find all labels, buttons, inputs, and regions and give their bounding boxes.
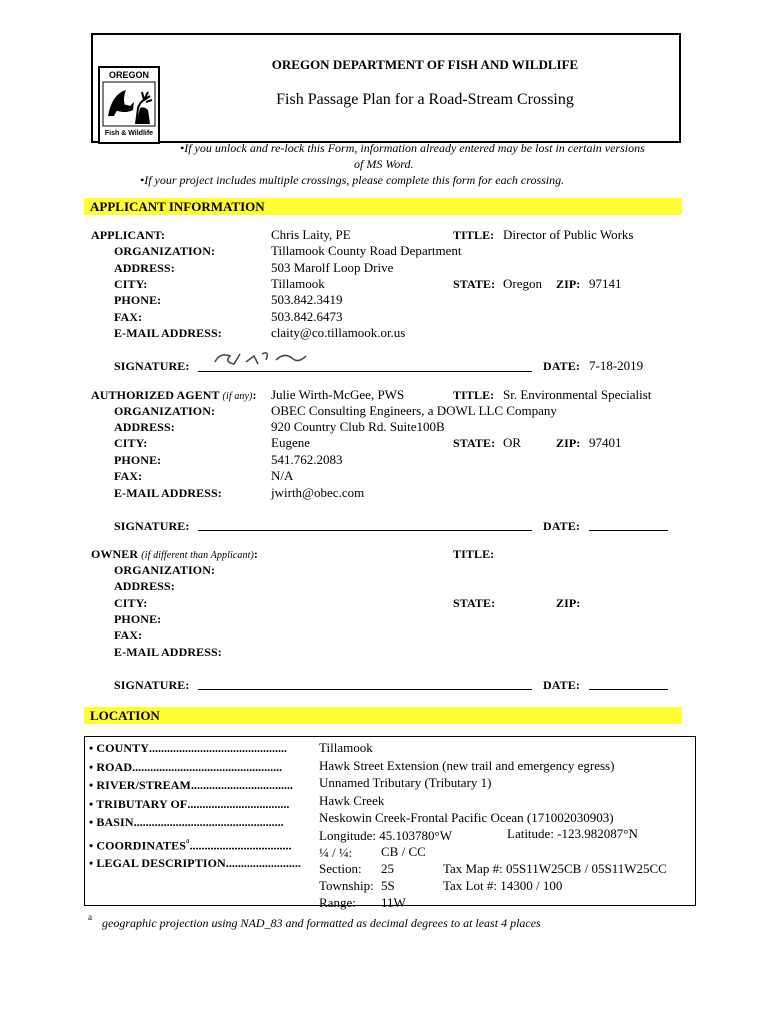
footnote-mark: a [88,912,92,922]
agent-title-label: TITLE: [453,388,495,402]
longitude-value[interactable]: Longitude: 45.103780°W [319,827,453,843]
organization-label: ORGANIZATION: [114,244,216,258]
applicant-signature-line[interactable] [198,371,532,372]
agent-zip-label: ZIP: [556,436,581,450]
stream-value[interactable]: Unnamed Tributary (Tributary 1) [319,775,492,790]
applicant-zip[interactable]: 97141 [589,276,622,291]
applicant-zip-label: ZIP: [556,277,581,291]
township-value[interactable]: 5S [381,878,395,893]
owner-phone-label: PHONE: [114,612,162,626]
owner-organization-label: ORGANIZATION: [114,563,216,577]
owner-state-label: STATE: [453,596,496,610]
tax-map-value[interactable]: Tax Map #: 05S11W25CB / 05S11W25CC [443,861,667,876]
applicant-city[interactable]: Tillamook [271,276,325,291]
agent-organization-label: ORGANIZATION: [114,404,216,418]
location-row-label: • TRIBUTARY OF.................................. [89,796,290,811]
tax-lot-value[interactable]: Tax Lot #: 14300 / 100 [443,878,563,893]
applicant-state-label: STATE: [453,277,496,291]
note-multiple: •If your project includes multiple crossings, please complete this form for each crossing. [140,173,565,187]
applicant-name[interactable]: Chris Laity, PE [271,227,351,242]
agent-address-label: ADDRESS: [114,420,175,434]
road-value[interactable]: Hawk Street Extension (new trail and emergency egress) [319,757,615,773]
agent-phone-label: PHONE: [114,453,162,467]
location-row-label: • BASIN.................................................. [89,815,284,829]
agent-email-label: E-MAIL ADDRESS: [114,486,222,500]
logo-bottom-text: Fish & Wildlife [104,130,154,137]
applicant-signature-label: SIGNATURE: [114,359,190,373]
applicant-address[interactable]: 503 Marolf Loop Drive [271,260,394,275]
location-row-label: • RIVER/STREAM.................................. [89,778,293,792]
agent-organization[interactable]: OBEC Consulting Engineers, a DOWL LLC Company [271,403,557,418]
address-label: ADDRESS: [114,261,175,275]
applicant-date[interactable]: 7-18-2019 [589,358,644,373]
range-value[interactable]: 11W [381,895,406,910]
agent-city-label: CITY: [114,436,148,450]
agent-signature-line[interactable] [198,530,532,531]
applicant-title[interactable]: Director of Public Works [503,227,634,242]
range-label: Range: [319,895,356,910]
applicant-state[interactable]: Oregon [503,276,542,291]
owner-date-line[interactable] [589,689,668,690]
basin-value[interactable]: Neskowin Creek-Frontal Pacific Ocean (171002030903) [319,810,614,825]
form-title: Fish Passage Plan for a Road-Stream Crossing [276,91,574,108]
owner-label: OWNER (if different than Applicant): [91,547,258,561]
applicant-fax[interactable]: 503.842.6473 [271,309,343,324]
header-box [91,33,681,143]
note-unlock: •If you unlock and re-lock this Form, information already entered may be lost in certain versions [180,141,645,155]
agent-zip[interactable]: 97401 [589,435,622,450]
agent-city[interactable]: Eugene [271,435,310,450]
township-label: Township: [319,878,374,893]
applicant-heading: APPLICANT INFORMATION [84,198,682,215]
applicant-title-label: TITLE: [453,228,495,242]
owner-date-label: DATE: [543,678,580,692]
applicant-email[interactable]: claity@co.tillamook.or.us [271,325,406,340]
applicant-label: APPLICANT: [91,228,166,242]
applicant-date-label: DATE: [543,359,580,373]
owner-city-label: CITY: [114,596,148,610]
footnote-text: geographic projection using NAD_83 and formatted as decimal degrees to at least 4 places [102,916,541,930]
location-row-label: • COORDINATES$^a$.................................. [89,835,292,852]
agent-fax[interactable]: N/A [271,468,294,483]
owner-signature-label: SIGNATURE: [114,678,190,692]
owner-email-label: E-MAIL ADDRESS: [114,645,222,659]
section-label: Section: [319,861,362,876]
agency-name: OREGON DEPARTMENT OF FISH AND WILDLIFE [271,57,579,72]
owner-zip-label: ZIP: [556,596,581,610]
agent-name[interactable]: Julie Wirth-McGee, PWS [271,387,405,402]
fax-label: FAX: [114,310,143,324]
applicant-organization[interactable]: Tillamook County Road Department [271,243,462,258]
location-row-label: • LEGAL DESCRIPTION......................... [89,856,301,871]
latitude-value[interactable]: Latitude: -123.982087°N [507,826,638,841]
owner-fax-label: FAX: [114,628,143,642]
owner-signature-line[interactable] [198,689,532,690]
city-label: CITY: [114,277,148,291]
agent-date-line[interactable] [589,530,668,531]
logo-top-text: OREGON [108,70,149,80]
phone-label: PHONE: [114,293,162,307]
agent-title[interactable]: Sr. Environmental Specialist [503,387,652,402]
agent-address[interactable]: 920 Country Club Rd. Suite100B [271,419,445,434]
email-label: E-MAIL ADDRESS: [114,326,222,340]
agent-email[interactable]: jwirth@obec.com [271,485,365,500]
signature-scribble [210,348,340,370]
location-values [319,739,614,862]
county-value[interactable]: Tillamook [319,740,373,755]
agent-fax-label: FAX: [114,469,143,483]
location-labels [89,739,301,873]
agent-signature-label: SIGNATURE: [114,519,190,533]
quarter-value[interactable]: CB / CC [381,844,426,859]
note-unlock-cont: of MS Word. [354,157,414,171]
agent-state[interactable]: OR [503,435,522,450]
agent-phone[interactable]: 541.762.2083 [271,452,343,467]
agent-date-label: DATE: [543,519,580,533]
location-row-label: • COUNTY.............................................. [89,741,288,755]
tributary-value[interactable]: Hawk Creek [319,792,385,808]
agent-label: AUTHORIZED AGENT (if any): [91,388,257,402]
quarter-label: ¼ / ¼: [319,845,353,860]
owner-address-label: ADDRESS: [114,579,175,593]
location-row-label: • ROAD.................................................. [89,759,283,774]
section-value[interactable]: 25 [381,861,394,876]
agent-state-label: STATE: [453,436,496,450]
location-heading: LOCATION [84,707,682,724]
applicant-phone[interactable]: 503.842.3419 [271,292,343,307]
owner-title-label: TITLE: [453,547,495,561]
